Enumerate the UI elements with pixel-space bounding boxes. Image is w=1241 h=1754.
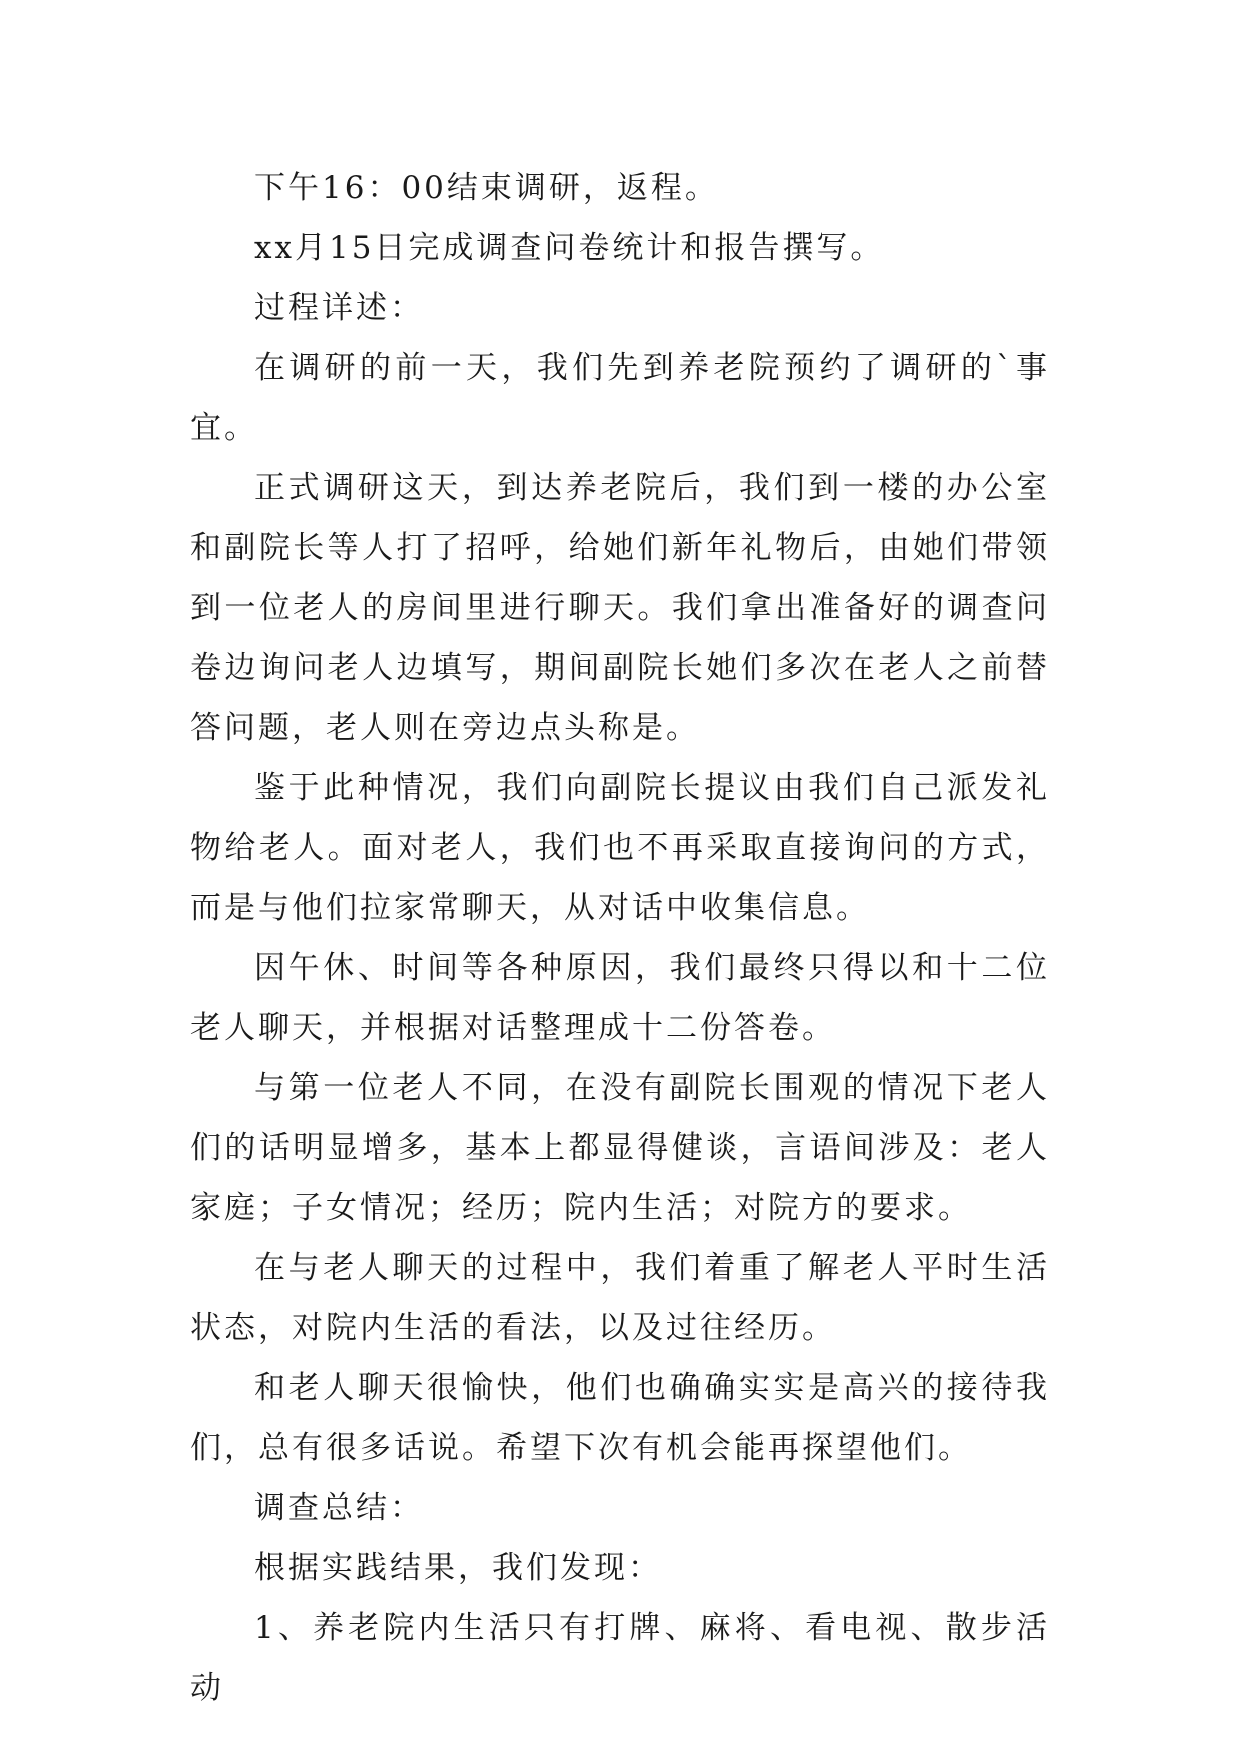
paragraph-finding-1: 1、养老院内生活只有打牌、麻将、看电视、散步活动 <box>190 1610 1050 1706</box>
paragraph-findings-intro: 根据实践结果，我们发现： <box>254 1550 662 1586</box>
document-body <box>190 158 1050 1718</box>
paragraph-appointment: 在调研的前一天，我们先到养老院预约了调研的`事宜。 <box>190 350 1050 446</box>
paragraph-conversation-topics: 与第一位老人不同，在没有副院长围观的情况下老人们的话明显增多，基本上都显得健谈，言语间涉及：老人家庭；子女情况；经历；院内生活；对院方的要求。 <box>190 1070 1050 1226</box>
heading-survey-summary: 调查总结： <box>254 1490 424 1526</box>
paragraph-formal-research: 正式调研这天，到达养老院后，我们到一楼的办公室和副院长等人打了招呼，给她们新年礼物后，由她们带领到一位老人的房间里进行聊天。我们拿出准备好的调查问卷边询问老人边填写，期间副院长她们多次在老人之前替答问题，老人则在旁边点头称是。 <box>190 470 1050 746</box>
paragraph-pleasant-chat: 和老人聊天很愉快，他们也确确实实是高兴的接待我们，总有很多话说。希望下次有机会能再探望他们。 <box>190 1370 1050 1466</box>
paragraph-twelve-elders: 因午休、时间等各种原因，我们最终只得以和十二位老人聊天，并根据对话整理成十二份答卷。 <box>190 950 1050 1046</box>
paragraph-return-time: 下午16：00结束调研，返程。 <box>254 170 719 206</box>
paragraph-report-date: xx月15日完成调查问卷统计和报告撰写。 <box>254 230 885 266</box>
heading-process-detail: 过程详述： <box>254 290 424 326</box>
paragraph-life-status: 在与老人聊天的过程中，我们着重了解老人平时生活状态，对院内生活的看法，以及过往经历。 <box>190 1250 1050 1346</box>
paragraph-gift-distribution: 鉴于此种情况，我们向副院长提议由我们自己派发礼物给老人。面对老人，我们也不再采取直接询问的方式，而是与他们拉家常聊天，从对话中收集信息。 <box>190 770 1050 926</box>
